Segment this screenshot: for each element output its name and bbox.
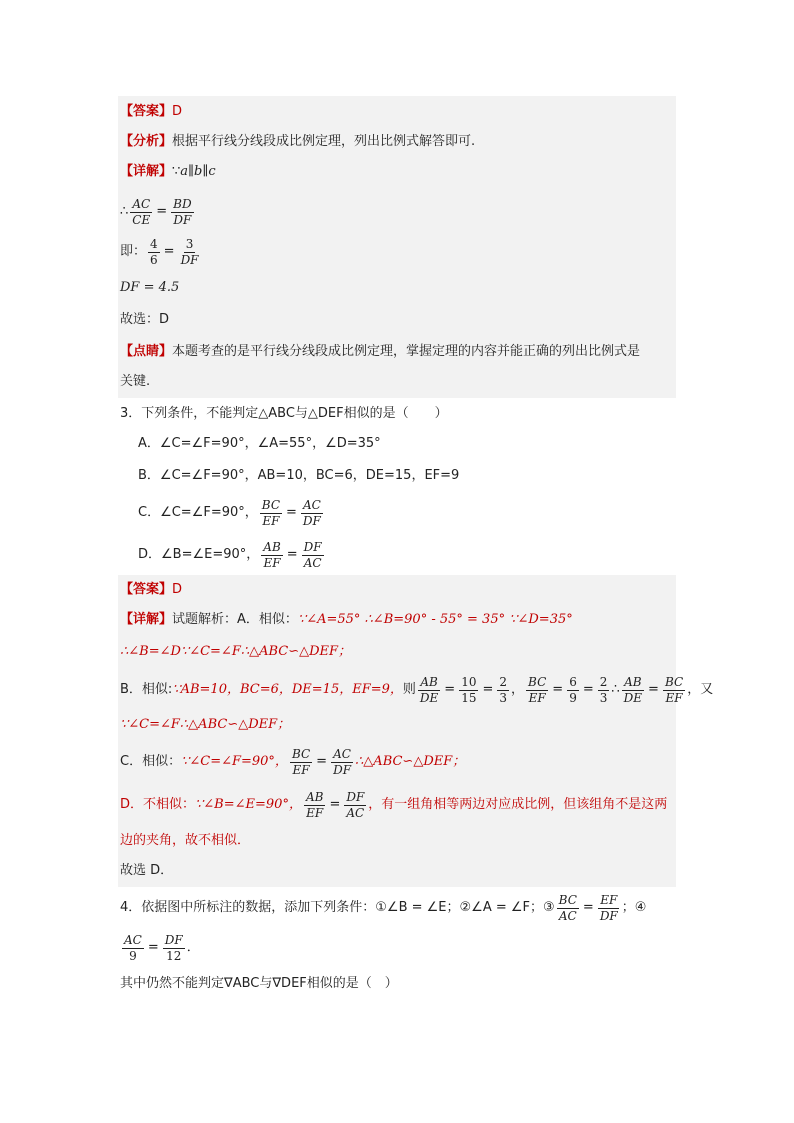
analysis-text: 根据平行线分线段成比例定理，列出比例式解答即可. [172,134,476,149]
since-symbol: ∵ [172,164,181,179]
fraction [171,197,193,228]
detail-d-text: ，有一组角相等两边对应成比例，但该组角不是这两 [368,797,668,812]
choose-text: 故选：D [120,312,170,327]
detail-b-so: ∴ [611,682,620,697]
fraction [567,675,579,706]
detail-c-intro: C．相似： [120,754,182,769]
choose-text: 故选 D． [120,863,174,878]
denominator: DF [173,212,192,227]
numerator: DF [303,539,322,554]
detail-a-reason: ∵∠A=55° ∴∠B=90° - 55° = 35° ∵∠D=35° [297,612,573,627]
denominator: CE [132,212,151,227]
denominator: EF [263,555,281,570]
q2-analysis-line [120,130,475,154]
therefore-symbol: ∴ [120,204,129,219]
q4-end: ． [186,940,200,955]
numerator: 10 [461,674,477,689]
option-a-text: A．∠C=∠F=90°，∠A=55°，∠D=35° [138,436,381,451]
detail-b-also: ，又 [687,682,714,697]
fraction [304,790,325,821]
denominator: DF [333,762,352,777]
comment-text: 关键. [120,374,151,389]
numerator: AB [305,789,324,804]
q2-answer-line [120,100,182,124]
denominator: DF [599,908,618,923]
q3-option-d: D．∠B=∠E=90°， $\frac{AB}{EF}$ = $\frac{DF}{AC}$ [138,539,322,570]
q3-detail-a-2 [120,640,351,664]
q3-detail-d-2 [120,829,250,853]
fraction [331,747,353,778]
fraction [598,893,620,924]
q4-stem: 4．依据图中所标注的数据，添加下列条件：①∠B = ∠E；②∠A = ∠F；③ $\frac{BC}{AC}$ = $\frac{EF}{DF}$ ；④ [120,892,647,923]
fraction [622,675,644,706]
numerator: BC [558,892,577,907]
denominator: 6 [150,252,158,267]
option-c-text: C．∠C=∠F=90°， [138,505,258,520]
fraction [418,675,440,706]
denominator: AC [346,805,365,820]
denominator: AC [303,555,322,570]
fraction [526,675,548,706]
q3-detail-c: C．相似： ∵∠C=∠F=90°， $\frac{BC}{EF}$ = $\frac{AC}{DF}$ ∴△ABC∽△DEF； [120,746,466,777]
denominator: DF [180,252,199,267]
comment-tag: 【点睛】 [120,344,173,359]
denominator: EF [306,805,324,820]
given-parallel: a∥b∥c [180,164,216,179]
denominator: EF [292,762,310,777]
q4-question-text: 其中仍然不能判定∇ABC与∇DEF相似的是（ ） [120,976,398,991]
denominator: 15 [461,690,477,705]
analysis-tag: 【分析】 [120,134,173,149]
fraction [130,197,152,228]
numerator: BC [664,674,684,689]
denominator: EF [528,690,546,705]
fraction [598,675,610,706]
fraction [302,540,324,571]
answer-value: D [172,582,183,597]
q2-comment-line-2 [120,370,150,394]
detail-c-given: ∵∠C=∠F=90°， [181,754,288,769]
fraction [163,933,185,964]
numerator: 2 [499,674,508,689]
q3-option-b [138,464,459,488]
q3-stem [120,402,448,426]
q4-item4: ；④ [621,900,647,915]
detail-tag: 【详解】 [120,612,173,627]
numerator: EF [600,892,618,907]
answer-value: D [172,104,183,119]
detail-b-given: ∵AB=10，BC=6，DE=15，EF=9， [172,682,403,697]
fraction [122,933,144,964]
numerator: AC [132,196,151,211]
q2-detail-line [120,160,216,184]
detail-b-intro: B．相似: [120,682,173,697]
fraction [497,675,509,706]
option-d-text: D．∠B=∠E=90°， [138,547,260,562]
numerator: AB [263,539,281,554]
q3-detail-b: B．相似: ∵AB=10，BC=6，DE=15，EF=9， 则 $\frac{AB}{DE}$ = $\frac{10}{15}$ = $\frac{2}{3}$ ， $\frac{BC}{EF}$ = $\frac{6}{9}$ = $\frac{2}{3}$ ∴ $\frac{AB}{DE}$ = $\frac{BC}{EF}$ ，又 [120,674,714,705]
fraction [557,893,579,924]
numerator: 4 [150,236,158,251]
fraction [301,498,323,529]
denominator: AC [558,908,577,923]
numerator: DF [164,932,183,947]
q2-comment-line [120,340,640,364]
q3-detail-a [120,608,573,632]
numerator: 2 [599,674,608,689]
numerator: BC [528,674,547,689]
q2-numeric-line: 即： $\frac{4}{6}$ = $\frac{3}{DF}$ [120,236,199,267]
detail-b-conclusion: ∵∠C=∠F∴△ABC∽△DEF； [120,717,291,732]
answer-tag: 【答案】 [120,582,173,597]
q2-ratio-line: ∴ $\frac{AC}{CE}$ = $\frac{BD}{DF}$ [120,196,192,227]
fraction [260,498,282,529]
detail-a-conclusion: ∴∠B=∠D∵∠C=∠F∴△ABC∽△DEF； [120,644,352,659]
numerator: AC [302,497,321,512]
numerator: 3 [185,236,194,251]
denominator: 9 [569,690,577,705]
option-b-text: B．∠C=∠F=90°，AB=10，BC=6，DE=15，EF=9 [138,468,460,483]
detail-c-conclusion: ∴△ABC∽△DEF； [355,754,466,769]
numerator: AC [124,932,142,947]
detail-b-then: 则 [402,682,416,697]
q3-detail-d: D．不相似： ∵∠B=∠E=90°， $\frac{AB}{EF}$ = $\frac{DF}{AC}$ ，有一组角相等两边对应成比例，但该组角不是这两 [120,789,668,820]
fraction [344,790,366,821]
question-stem: 3．下列条件，不能判定△ABC与△DEF相似的是（ ） [120,406,448,421]
q2-choose-line [120,308,169,332]
q3-choose-line [120,859,173,883]
detail-d-intro: D．不相似： [120,797,196,812]
q4-stem-prefix: 4．依据图中所标注的数据，添加下列条件：①∠B = ∠E；②∠A = ∠F；③ [120,900,555,915]
q3-answer-line [120,578,182,602]
result-text: DF = 4.5 [120,280,180,295]
answer-tag: 【答案】 [120,104,173,119]
fraction [290,747,312,778]
numerator: AC [333,746,351,761]
detail-a-intro: 试题解析：A．相似： [172,612,298,627]
q3-detail-b-2 [120,713,290,737]
fraction [148,237,160,268]
denominator: DE [419,690,439,705]
denominator: EF [665,690,683,705]
denominator: 12 [166,948,182,963]
q2-result-line [120,276,179,300]
fraction [179,237,201,268]
q3-option-a [138,432,381,456]
denominator: DF [302,513,321,528]
numerator: AB [420,674,438,689]
q4-stem-2: $\frac{AC}{9}$ = $\frac{DF}{12}$ ． [124,932,200,963]
detail-tag: 【详解】 [120,164,173,179]
numerator: BC [261,497,281,512]
comment-text: 本题考查的是平行线分线段成比例定理，掌握定理的内容并能正确的列出比例式是 [172,344,641,359]
numerator: BC [291,746,311,761]
denominator: DE [623,690,643,705]
detail-d-given: ∵∠B=∠E=90°， [195,797,302,812]
fraction [459,675,478,706]
numerator: 6 [569,674,577,689]
numerator: AB [624,674,642,689]
denominator: 9 [129,948,137,963]
denominator: 3 [499,690,508,705]
fraction [261,540,282,571]
denominator: 3 [599,690,608,705]
detail-d-conclusion: 边的夹角，故不相似． [120,833,251,848]
ji-label: 即： [120,244,147,259]
q3-option-c: C．∠C=∠F=90°， $\frac{BC}{EF}$ = $\frac{AC}{DF}$ [138,497,321,528]
numerator: DF [346,789,365,804]
numerator: BD [173,196,192,211]
q4-question [120,972,398,996]
denominator: EF [262,513,280,528]
fraction [663,675,685,706]
